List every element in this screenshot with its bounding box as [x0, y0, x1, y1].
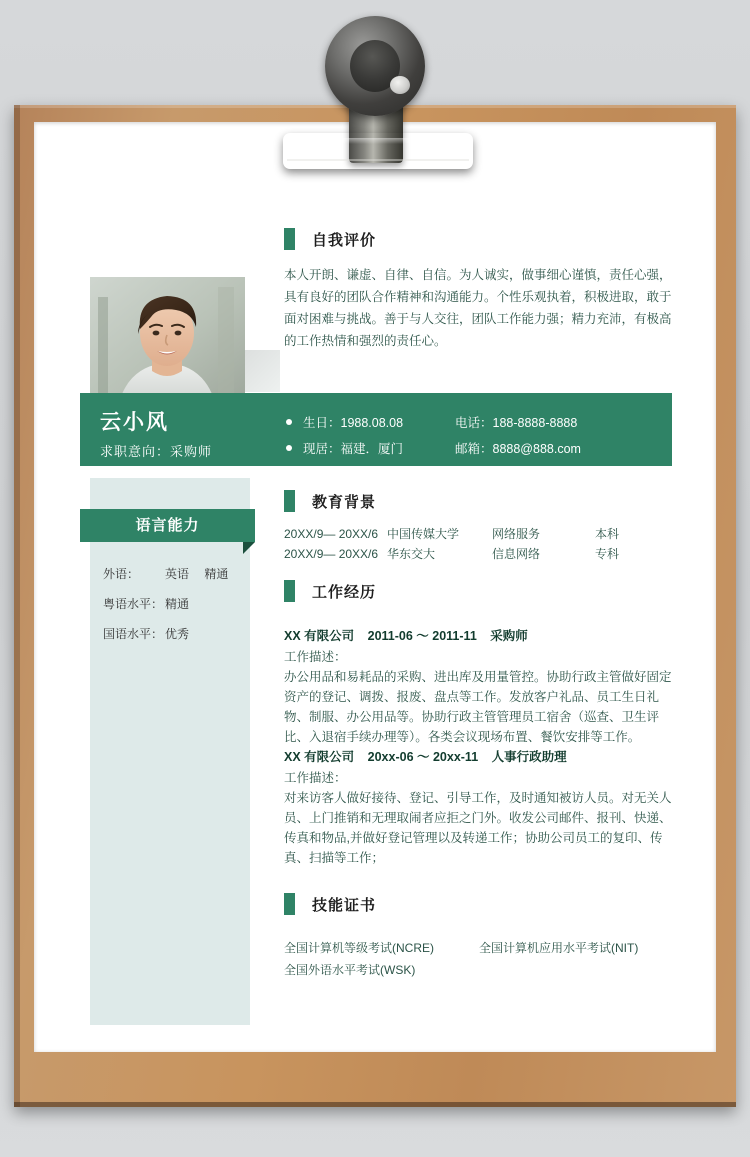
clip-ring [325, 16, 425, 116]
education-period: 20XX/9— 20XX/6 [284, 527, 379, 541]
job-header [284, 747, 674, 768]
education-school: 中国传媒大学 [387, 527, 460, 541]
job-company: XX 有限公司 [284, 629, 355, 643]
language-label: 粤语水平： [103, 596, 164, 611]
language-value: 精通 [165, 596, 190, 611]
job-header [284, 626, 674, 647]
language-value [165, 565, 253, 582]
language-row [103, 558, 253, 588]
profile-name: 云小风 [100, 411, 169, 434]
education-period: 20XX/9— 20XX/6 [284, 547, 379, 561]
bullet-icon [286, 445, 292, 451]
education-degree: 本科 [595, 527, 620, 541]
contact-row [286, 435, 656, 461]
job-description: 办公用品和易耗品的采购、进出库及用量管控。协助行政主管做好固定资产的登记、调拨、报废、盘点等工作。发放客户礼品、员工生日礼物、制服、办公用品等。协助行政主管管理员工宿舍（巡查、卫生评比、入退宿手续办理等）。各类会议现场布置、餐饮安排等工作。 [284, 670, 672, 744]
section-title: 技能证书 [312, 896, 377, 914]
language-value-level: 精通 [204, 566, 229, 581]
education-table [284, 524, 674, 564]
language-row [103, 588, 253, 618]
certificate-list [284, 937, 674, 981]
residence-field: 现居：福建．厦门 [303, 442, 404, 456]
job-entry [284, 747, 674, 868]
education-major: 信息网络 [492, 547, 541, 561]
section-header [284, 228, 674, 250]
section-title: 工作经历 [312, 583, 377, 601]
education-section [284, 490, 674, 564]
section-marker-icon [284, 580, 295, 602]
section-marker-icon [284, 490, 295, 512]
job-desc-label: 工作描述： [284, 650, 347, 664]
board-left-shading [14, 105, 20, 1107]
job-period: 2011-06 ～ 2011-11 [367, 629, 477, 643]
language-value-primary: 英语 [165, 566, 190, 581]
section-marker-icon [284, 893, 295, 915]
section-title: 自我评价 [312, 231, 377, 249]
language-list [103, 558, 253, 648]
contact-block [286, 409, 656, 461]
table-row [284, 524, 674, 544]
self-evaluation-text: 本人开朗、谦虚、自律、自信。为人诚实，做事细心谨慎，责任心强，具有良好的团队合作精神和沟通能力。个性乐观执着，积极进取，敢于面对困难与挑战。善于与人交往，团队工作能力强；精力充沛，有极高的工作热情和强烈的责任心。 [284, 268, 672, 348]
certificates-section [284, 893, 674, 981]
education-school: 华东交大 [387, 547, 436, 561]
clip-bar-line [287, 159, 469, 161]
language-row [103, 618, 253, 648]
list-item: 全国计算机等级考试(NCRE) [284, 941, 434, 955]
clip-ring-inner [350, 40, 400, 92]
job-position: 采购师 [490, 629, 528, 643]
clip-bar-highlight [289, 138, 467, 144]
contact-row [286, 409, 656, 435]
clip-hole [390, 76, 410, 94]
job-description: 对来访客人做好接待、登记、引导工作，及时通知被访人员。对无关人员、上门推销和无理取闹者应拒之门外。收发公司邮件、报刊、快递、传真和物品,并做好登记管理以及转递工作；协助公司员工的复印、传真、扫描等工作； [284, 791, 672, 865]
job-desc-label: 工作描述： [284, 771, 347, 785]
work-experience-section [284, 580, 674, 868]
job-period: 20xx-06 ～ 20xx-11 [367, 750, 479, 764]
language-section-title: 语言能力 [80, 509, 255, 542]
email-field: 邮箱：8888@888.com [455, 442, 581, 456]
job-position: 人事行政助理 [491, 750, 567, 764]
avatar [90, 277, 245, 399]
table-row [284, 544, 674, 564]
education-major: 网络服务 [492, 527, 541, 541]
section-header [284, 893, 674, 915]
phone-field: 电话：188-8888-8888 [455, 416, 578, 430]
job-entry [284, 626, 674, 747]
list-item: 全国计算机应用水平考试(NIT) [479, 941, 639, 955]
list-item: 全国外语水平考试(WSK) [284, 963, 416, 977]
job-company: XX 有限公司 [284, 750, 355, 764]
section-marker-icon [284, 228, 295, 250]
language-value: 优秀 [165, 626, 190, 641]
job-target: 求职意向：采购师 [100, 444, 213, 459]
ribbon-fold-icon [243, 542, 255, 554]
bullet-icon [286, 419, 292, 425]
section-header [284, 580, 674, 602]
language-label: 外语： [103, 566, 140, 581]
birthday-field: 生日：1988.08.08 [303, 416, 404, 430]
language-label: 国语水平： [103, 626, 164, 641]
self-evaluation-section [284, 228, 674, 352]
section-title: 教育背景 [312, 493, 377, 511]
clipboard-clip-icon [265, 16, 490, 176]
clip-bar [283, 133, 473, 169]
section-header [284, 490, 674, 512]
education-degree: 专科 [595, 547, 620, 561]
